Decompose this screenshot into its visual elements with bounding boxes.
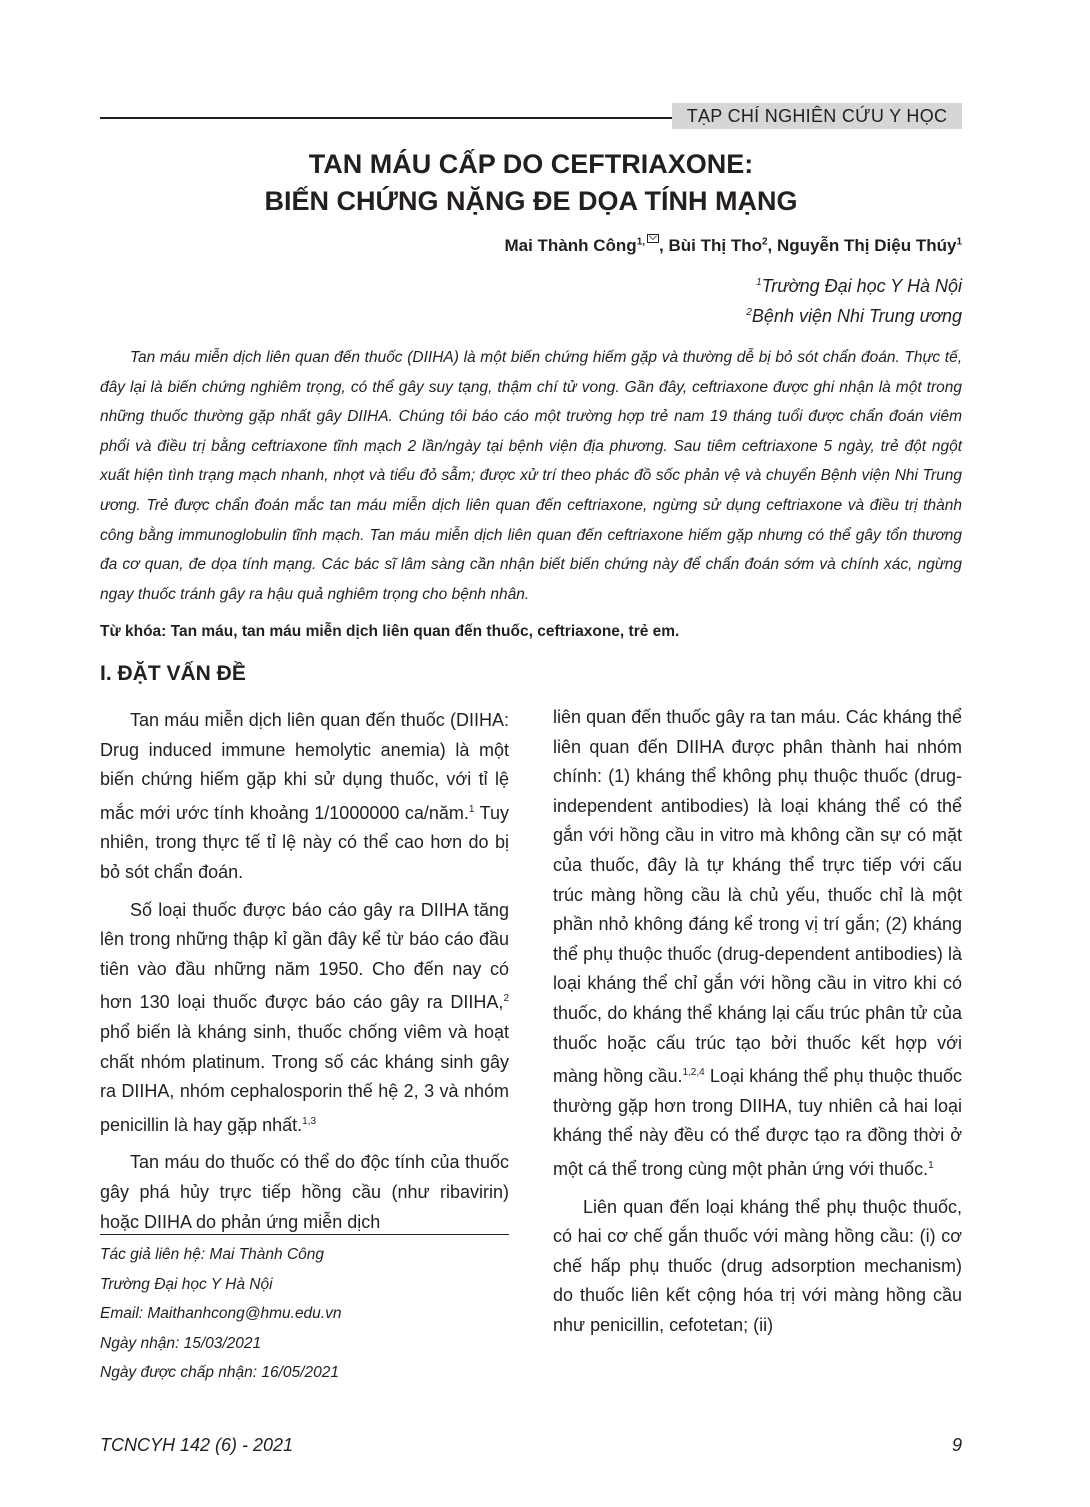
article-title [100,146,962,220]
citation-ref: 1 [468,803,475,815]
citation-ref: 2 [503,993,509,1005]
affiliation-2-sup: 2 [746,307,752,318]
citation-ref: 1,3 [302,1115,317,1127]
header-rule [100,117,675,119]
left-paragraph-2 [100,896,509,1141]
footnote-block [100,1240,341,1388]
text-run: liên quan đến thuốc gây ra tan máu. Các kháng thể liên quan đến DIIHA được phân thành hai nhóm chính: (1) kháng thể không phụ thuộc thuốc (drug-independent antibodies) là loại kháng thể có thể gắn với hồng cầu in vitro mà không cần sự có mặt của thuốc, đây là tự kháng thể trực tiếp với cấu trúc màng hồng cầu là chủ yếu, thuốc chỉ là một phần nhỏ không đáng kể trong vị trí gắn; (2) kháng thể phụ thuộc thuốc (drug-dependent antibodies) là loại kháng thể chỉ gắn với hồng cầu in vitro khi có thuốc, do kháng thể kháng lại cấu trúc phân tử của thuốc hoặc cấu trúc tạo bởi thuốc kết hợp với màng hồng cầu. [553,707,962,1087]
citation-ref: 1 [928,1159,934,1171]
text-run: Tan máu miễn dịch liên quan đến thuốc (DIIHA: Drug induced immune hemolytic anemia) là một biến chứng hiếm gặp khi sử dụng thuốc, với tỉ lệ mắc mới ước tính khoảng 1/1000000 ca/năm. [100,710,509,823]
affiliation-2-text: Bệnh viện Nhi Trung ương [751,306,962,326]
author-1: Mai Thành Công [504,236,637,255]
footnote-contact: Tác giả liên hệ: Mai Thành Công [100,1246,325,1263]
right-paragraph-2: Liên quan đến loại kháng thể phụ thuộc thuốc, có hai cơ chế gắn thuốc với màng hồng cầu: (i) cơ chế hấp phụ thuốc (drug adsorption mechanism) do thuốc liên kết cộng hóa trị với màng hồng cầu như penicillin, cefotetan; (ii) [553,1196,962,1335]
footnote-email: Email: Maithanhcong@hmu.edu.vn [100,1305,342,1322]
affiliation-1 [756,276,962,297]
text-run: Số loại thuốc được báo cáo gây ra DIIHA tăng lên trong những thập kỉ gần đây kể từ báo cáo đầu tiên vào đầu những năm 1950. Cho đến nay có hơn 130 loại thuốc được báo cáo gây ra DIIHA, [100,899,509,1013]
journal-name: TẠP CHÍ NGHIÊN CỨU Y HỌC [672,103,962,129]
envelope-icon [647,234,659,243]
left-paragraph-1 [100,706,509,888]
author-2: , Bùi Thị Tho [659,236,762,255]
author-2-sup: 2 [761,236,768,248]
section-heading: I. ĐẶT VẤN ĐỀ [100,662,246,685]
footnote-accepted: Ngày được chấp nhận: 16/05/2021 [100,1364,339,1381]
footnote-institution: Trường Đại học Y Hà Nội [100,1275,273,1293]
affiliation-1-sup: 1 [756,277,762,288]
title-line-1: TAN MÁU CẤP DO CEFTRIAXONE: [308,149,754,179]
footnote-received: Ngày nhận: 15/03/2021 [100,1334,262,1352]
title-line-2: BIẾN CHỨNG NẶNG ĐE DỌA TÍNH MẠNG [264,186,798,216]
author-3-sup: 1 [956,236,962,248]
footnote-rule [100,1234,509,1235]
left-column [100,706,509,1245]
author-1-sup: 1, [636,236,646,248]
citation-ref: 1,2,4 [682,1067,705,1079]
affiliation-2 [746,306,962,327]
footer-citation: TCNCYH 142 (6) - 2021 [100,1435,294,1455]
abstract: Tan máu miễn dịch liên quan đến thuốc (DIIHA) là một biến chứng hiếm gặp và thường dễ bị bỏ sót chẩn đoán. Thực tế, đây lại là biến chứng nghiêm trọng, có thể gây suy tạng, thậm chí tử vong. Gần đây, ceftriaxone được ghi nhận là một trong những thuốc thường gặp nhất gây DIIHA. Chúng tôi báo cáo một trường hợp trẻ nam 19 tháng tuổi được chẩn đoán viêm phổi và điều trị bằng ceftriaxone tĩnh mạch 2 lần/ngày tại bệnh viện địa phương. Sau tiêm ceftriaxone 5 ngày, trẻ đột ngột xuất hiện tình trạng mạch nhanh, nhợt và tiểu đỏ sẫm; được xử trí theo phác đồ sốc phản vệ và chuyển Bệnh viện Nhi Trung ương. Trẻ được chẩn đoán mắc tan máu miễn dịch liên quan đến ceftriaxone, ngừng sử dụng ceftriaxone và điều trị thành công bằng immunoglobulin tĩnh mạch. Tan máu miễn dịch liên quan đến ceftriaxone hiếm gặp nhưng có thể gây tổn thương đa cơ quan, đe dọa tính mạng. Các bác sĩ lâm sàng cần nhận biết biến chứng này để chẩn đoán sớm và chính xác, ngừng ngay thuốc tránh gây ra hậu quả nghiêm trọng cho bệnh nhân. [100,349,962,603]
keywords: Từ khóa: Tan máu, tan máu miễn dịch liên quan đến thuốc, ceftriaxone, trẻ em. [100,623,680,640]
author-3: , Nguyễn Thị Diệu Thúy [767,236,957,255]
right-column [553,703,962,1348]
right-paragraph-1 [553,703,962,1185]
author-list [504,236,962,256]
left-paragraph-3: Tan máu do thuốc có thể do độc tính của thuốc gây phá hủy trực tiếp hồng cầu (như ribavirin) hoặc DIIHA do phản ứng miễn dịch [100,1152,509,1232]
text-run: Tuy nhiên, trong thực tế tỉ lệ này có thể cao hơn do bị bỏ sót chẩn đoán. [100,802,510,882]
page-number: 9 [951,1435,962,1455]
text-run: phổ biến là kháng sinh, thuốc chống viêm và hoạt chất nhóm platinum. Trong số các kháng sinh gây ra DIIHA, nhóm cephalosporin thế hệ 2, 3 và nhóm penicillin là hay gặp nhất. [100,1021,509,1135]
affiliation-1-text: Trường Đại học Y Hà Nội [761,276,962,296]
text-run: Loại kháng thể phụ thuộc thuốc thường gặp hơn trong DIIHA, tuy nhiên cả hai loại kháng thể này đều có thể được tạo ra đồng thời ở một cá thể trong cùng một phản ứng với thuốc. [553,1066,963,1179]
